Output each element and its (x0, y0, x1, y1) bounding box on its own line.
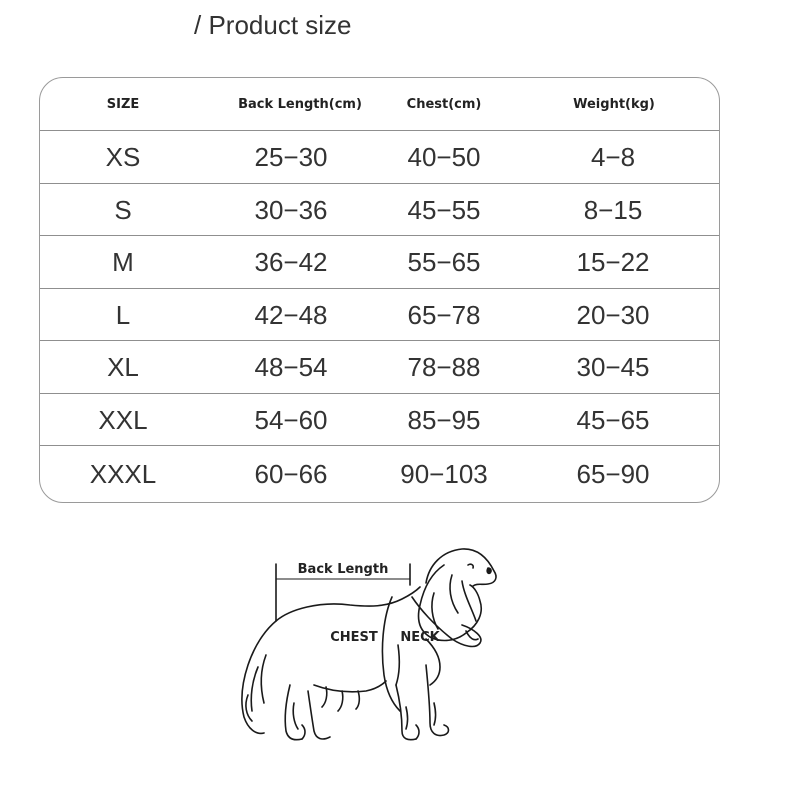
weight-cell: 45−65 (576, 404, 650, 435)
size-cell: XXL (98, 404, 148, 435)
table-row (40, 446, 719, 502)
header-weight: Weight(kg) (573, 96, 655, 112)
back-length-label: Back Length (297, 562, 389, 577)
chest-cell: 45−55 (407, 194, 481, 225)
weight-cell: 20−30 (576, 299, 650, 330)
table-row (40, 131, 719, 183)
chest-cell: 65−78 (407, 299, 481, 330)
chest-cell: 85−95 (407, 404, 481, 435)
table-row (40, 184, 719, 236)
table-row (40, 394, 719, 446)
table-header-row (40, 78, 719, 130)
header-chest: Chest(cm) (406, 96, 482, 112)
size-cell: XL (107, 351, 139, 382)
table-row (40, 341, 719, 393)
chest-cell: 90−103 (400, 458, 488, 489)
weight-cell: 65−90 (576, 458, 650, 489)
back-length-cell: 25−30 (254, 141, 328, 172)
chest-cell: 40−50 (407, 141, 481, 172)
page-title: / Product size (194, 10, 352, 40)
back-length-cell: 48−54 (254, 351, 328, 382)
size-table (39, 77, 720, 503)
weight-cell: 30−45 (576, 351, 650, 382)
size-cell: XXXL (89, 458, 157, 489)
header-back-length: Back Length(cm) (238, 96, 362, 112)
dog-measurement-icon (230, 535, 510, 755)
size-cell: M (112, 246, 134, 277)
back-length-cell: 30−36 (254, 194, 328, 225)
back-length-cell: 54−60 (254, 404, 328, 435)
dog-measurement-diagram (230, 535, 510, 755)
chest-label: CHEST (330, 630, 378, 645)
back-length-cell: 42−48 (254, 299, 328, 330)
back-length-cell: 60−66 (254, 458, 328, 489)
size-cell: S (114, 194, 132, 225)
size-cell: XS (105, 141, 141, 172)
weight-cell: 8−15 (583, 194, 643, 225)
table-row (40, 289, 719, 341)
back-length-cell: 36−42 (254, 246, 328, 277)
chest-cell: 78−88 (407, 351, 481, 382)
weight-cell: 15−22 (576, 246, 650, 277)
neck-label: NECK (400, 630, 440, 645)
table-row (40, 236, 719, 288)
size-cell: L (115, 299, 131, 330)
weight-cell: 4−8 (590, 141, 636, 172)
chest-cell: 55−65 (407, 246, 481, 277)
header-size: SIZE (106, 96, 140, 112)
